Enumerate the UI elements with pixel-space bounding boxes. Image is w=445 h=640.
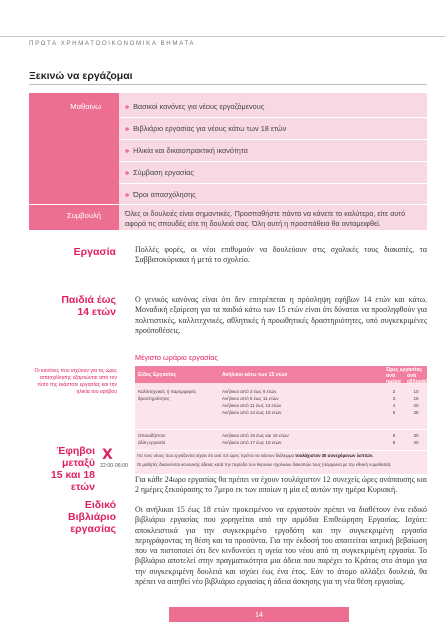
children-heading-line2: 14 ετών — [77, 306, 116, 318]
work-text: Πολλές φορές, οι νέοι επιθυμούν να δουλεύουν στις σχολικές τους διακοπές, τα Σαββατοκύριακα ή μετά το σχολείο. — [135, 245, 427, 265]
cell-per-week: 40 — [413, 440, 419, 445]
cell-type: Οποιαδήποτε — [138, 433, 166, 438]
cell-age: Ανήλικοι από 3 έως 6 ετών — [222, 389, 277, 394]
cell-age: Ανήλικοι από 15 έως και 16 ετών — [222, 433, 289, 438]
teens-heading — [29, 445, 95, 493]
cell-age: Ανήλικοι από 6 έως 11 ετών — [222, 396, 279, 401]
cell-age: Ανήλικοι από 11 έως 13 ετών — [222, 403, 282, 408]
menu-item-label: Βιβλιάριο εργασίας για νέους κάτω των 18 ετών — [133, 124, 287, 133]
page-number: 14 — [255, 610, 263, 619]
menu-item-label: Ηλικία και δικαιοπρακτική ικανότητα — [133, 146, 248, 155]
booklet-heading-line2: Βιβλιάριο — [68, 511, 116, 523]
teens-heading-line2: 15 και 18 ετών — [50, 469, 95, 493]
menu-divider — [119, 183, 427, 184]
menu-item-booklet[interactable] — [125, 124, 286, 133]
header-type: Είδος Εργασίας — [138, 372, 177, 378]
top-rule — [0, 36, 445, 37]
work-heading: Εργασία — [73, 246, 116, 258]
header-age: Ανήλικοι κάτω των 15 ετών — [222, 372, 288, 378]
cell-per-day: 3 — [392, 396, 396, 401]
cell-age: Ανήλικοι από 13 έως 15 ετών — [222, 410, 282, 415]
cell-per-day: 8 — [392, 440, 396, 445]
header-per-day: ανά ημέρα — [386, 373, 401, 385]
booklet-heading — [29, 499, 119, 535]
cell-per-day: 6 — [392, 433, 396, 438]
table-note-1-bold: τουλάχιστον 30 συνεχόμενων λεπτών. — [295, 453, 374, 458]
children-heading-line1: Παιδιά έως — [61, 294, 116, 306]
menu-item-rules[interactable] — [125, 102, 264, 111]
bullet-icon: » — [125, 124, 130, 133]
cell-per-day: 5 — [392, 410, 396, 415]
menu-item-label: Σύμβαση εργασίας — [133, 168, 194, 177]
cell-per-week: 30 — [413, 433, 419, 438]
menu-item-contract[interactable] — [125, 168, 194, 177]
cell-per-day: 4 — [392, 403, 396, 408]
night-work-forbidden-icon: X — [102, 447, 113, 463]
cell-type: δραστηριότητες — [138, 396, 170, 401]
menu-divider — [119, 161, 427, 162]
bullet-icon: » — [125, 146, 130, 155]
teens-heading-line1: Έφηβοι μεταξύ — [56, 445, 95, 469]
table-title: Μέγιστο ωράριο εργασίας — [135, 353, 219, 362]
booklet-heading-line1: Ειδικό — [84, 499, 116, 511]
menu-divider — [29, 204, 427, 205]
menu-item-label: Βασικοί κανόνες για νέους εργαζόμενους — [133, 102, 265, 111]
cell-type: Καλλιτεχνικές ή παρεμφερείς — [138, 389, 197, 394]
table-note-1-text: Για τους νέους που εργάζονται ισχύει ότι ανά 4,5 ώρες πρέπει να κάνουν διάλειμμα — [137, 453, 296, 458]
bullet-icon: » — [125, 190, 130, 199]
advice-label: Συμβουλή — [67, 211, 101, 220]
table-note-1 — [137, 453, 425, 458]
learn-label: Μαθαίνω — [70, 102, 101, 111]
section-title: Ξεκινώ να εργάζομαι — [29, 70, 133, 82]
cell-per-week: 15 — [413, 396, 419, 401]
cell-per-week: 20 — [413, 403, 419, 408]
children-side-note: Οι κανόνες που ισχύουν για τις ώρες απασχόλησης εξαρτώνται από τον τύπο της εκάστοτε εργασίας και την ηλικία του εφήβου — [34, 368, 117, 396]
bullet-icon: » — [125, 102, 130, 111]
table-note-2: Οι μαθητές δικαιούνται κανονικής άδειας κατά την περίοδο των θερινών σχολικών διακοπών τους (σύμφωνα με την εθνική νομοθεσία). — [137, 462, 392, 467]
cell-per-week: 10 — [413, 389, 419, 394]
table-footer-divider — [135, 450, 427, 451]
booklet-text: Οι ανήλικοι 15 έως 18 ετών προκειμένου να εργαστούν πρέπει να διαθέτουν ένα ειδικό βιβλιάριο εργασίας που χορηγείται από την αρμόδια Επιθεώρηση Εργασίας. Ισχύει: αποκλειστικά για την συγκεκριμένο εργοδότη και την συγκεκριμένη εργασία περιγράφοντας τη θέση και τα προσόντα. Για την έκδοσή του απαιτείται ιατρική βεβαίωση που να πιστοποιεί ότι δεν κινδυνεύει η υγεία του νέου από τη συγκεκριμένη εργασία. Το βιβλιάριο αποτελεί στην πραγματικότητα μια άδεια που παρέχει το Κράτος στο άτομο για την συγκεκριμένη δουλειά και ισχύει έως ένα έτος. Εάν το άτομο αλλάξει δουλειά, θα πρέπει να αιτηθεί νέο βιβλιάριο εργασίας ή άδεια άσκησης για τη νέα θέση εργασίας. — [135, 505, 427, 587]
advice-text: Όλες οι δουλειές είναι σημαντικές. Προσπαθήστε πάντα να κάνετε το καλύτερο, είτε αυτό αφορά τις σπουδές είτε τη δουλειά σας. Όλη αυτή η προσπάθεια θα ανταμειφθεί. — [125, 209, 406, 228]
booklet-heading-line3: εργασίας — [70, 523, 116, 535]
menu-divider — [119, 139, 427, 140]
row-group-divider — [135, 429, 427, 430]
menu-item-terms[interactable] — [125, 190, 196, 199]
menu-item-label: Όροι απασχόλησης — [133, 190, 196, 199]
children-text: Ο γενικός κανόνας είναι ότι δεν επιτρέπεται η πρόσληψη εφήβων 14 ετών και κάτω. Μοναδική εξαίρεση για τα παιδιά κάτω των 15 ετών είναι ότι δύναται να προσληφθούν για πολιτιστικές, καλλιτεχνικές, αθλητικές ή προωθητικές δραστηριότητες, υπό συγκεκριμένες προϋποθέσεις. — [135, 295, 427, 335]
cell-type: άλλη εργασία — [138, 440, 166, 445]
cell-per-day: 2 — [392, 389, 396, 394]
teens-text: Για κάθε 24ωρο εργασίας θα πρέπει να έχουν τουλάχιστον 12 συνεχείς ώρες ανάπαυσης και 2 ημέρες ξεκούρασης το 7μερο εκ των οποίων η μία εξ αυτών την ημέρα Κυριακή. — [135, 475, 427, 495]
children-heading — [29, 294, 119, 318]
cell-per-week: 25 — [413, 410, 419, 415]
menu-item-age[interactable] — [125, 146, 248, 155]
header-hours-group: Ώρες εργασίας — [386, 367, 423, 373]
section-rule — [29, 84, 427, 85]
bullet-icon: » — [125, 168, 130, 177]
night-hours-note: 22:00-06:00 — [100, 463, 128, 469]
running-head: ΠΡΩΤΑ ΧΡΗΜΑΤΟΟΙΚΟΝΟΜΙΚΑ ΒΗΜΑΤΑ — [29, 40, 195, 47]
cell-age: Ανήλικοι από 17 έως 18 ετών — [222, 440, 282, 445]
menu-divider — [119, 117, 427, 118]
header-per-week: ανά εβδομάδα — [407, 373, 432, 385]
